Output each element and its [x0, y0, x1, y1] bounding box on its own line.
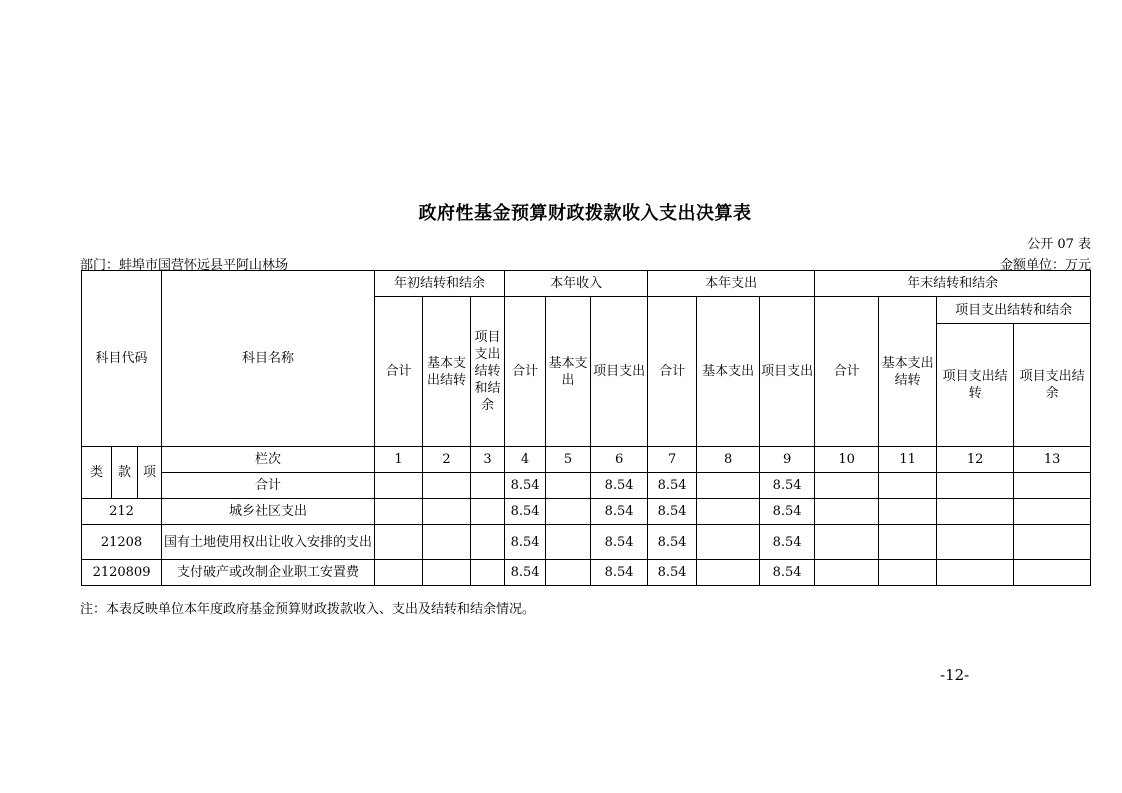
- header-c5: 基本支出: [546, 297, 591, 447]
- row-code: 21208: [82, 525, 162, 560]
- table-cell: 8.54: [648, 560, 697, 586]
- header-group-income: 本年收入: [505, 271, 648, 297]
- table-cell: [471, 525, 505, 560]
- header-c6: 项目支出: [591, 297, 648, 447]
- col-num: 9: [760, 447, 815, 473]
- table-cell: 8.54: [505, 560, 546, 586]
- table-cell: 8.54: [760, 499, 815, 525]
- table-cell: 8.54: [505, 473, 546, 499]
- table-cell: [471, 473, 505, 499]
- header-c2: 基本支出结转: [423, 297, 471, 447]
- table-cell: [879, 560, 937, 586]
- header-code: 科目代码: [82, 271, 162, 447]
- table-cell: [815, 525, 879, 560]
- table-cell: [546, 473, 591, 499]
- header-group-end-project: 项目支出结转和结余: [937, 297, 1091, 324]
- col-num: 11: [879, 447, 937, 473]
- department-label: 部门：蚌埠市国营怀远县平阿山林场: [80, 258, 289, 273]
- table-cell: [375, 560, 423, 586]
- header-lanci: 栏次: [162, 447, 375, 473]
- header-group-end: 年末结转和结余: [815, 271, 1091, 297]
- table-cell: [546, 560, 591, 586]
- budget-table: [81, 270, 1091, 586]
- header-c3: 项目支出结转和结余: [471, 297, 505, 447]
- row-code: 2120809: [82, 560, 162, 586]
- table-cell: [937, 560, 1014, 586]
- header-row-1: [82, 271, 1091, 297]
- header-group-expense: 本年支出: [648, 271, 815, 297]
- header-c10: 合计: [815, 297, 879, 447]
- footnote: 注：本表反映单位本年度政府基金预算财政拨款收入、支出及结转和结余情况。: [80, 602, 536, 617]
- table-cell: 8.54: [648, 499, 697, 525]
- header-c9: 项目支出: [760, 297, 815, 447]
- table-cell: 8.54: [591, 473, 648, 499]
- table-cell: 8.54: [505, 525, 546, 560]
- col-num: 12: [937, 447, 1014, 473]
- header-kuan: 款: [112, 447, 138, 499]
- column-number-row: [82, 447, 1091, 473]
- table-row: [82, 560, 1091, 586]
- table-cell: [879, 525, 937, 560]
- header-c11: 基本支出结转: [879, 297, 937, 447]
- col-num: 8: [697, 447, 760, 473]
- header-name: 科目名称: [162, 271, 375, 447]
- table-cell: [546, 525, 591, 560]
- table-cell: [937, 473, 1014, 499]
- table-cell: [423, 525, 471, 560]
- table-cell: [697, 560, 760, 586]
- table-cell: [1014, 560, 1091, 586]
- table-cell: 8.54: [591, 525, 648, 560]
- col-num: 1: [375, 447, 423, 473]
- table-cell: [937, 499, 1014, 525]
- table-cell: [697, 473, 760, 499]
- table-cell: [937, 525, 1014, 560]
- table-cell: 8.54: [760, 525, 815, 560]
- table-cell: 8.54: [648, 473, 697, 499]
- col-num: 5: [546, 447, 591, 473]
- table-cell: [423, 499, 471, 525]
- header-c12: 项目支出结转: [937, 324, 1014, 447]
- table-cell: [546, 499, 591, 525]
- header-c7: 合计: [648, 297, 697, 447]
- col-num: 2: [423, 447, 471, 473]
- table-row: [82, 525, 1091, 560]
- col-num: 7: [648, 447, 697, 473]
- table-cell: 8.54: [505, 499, 546, 525]
- table-cell: [697, 525, 760, 560]
- col-num: 10: [815, 447, 879, 473]
- table-cell: [423, 473, 471, 499]
- header-xiang: 项: [138, 447, 162, 499]
- table-cell: [375, 473, 423, 499]
- col-num: 13: [1014, 447, 1091, 473]
- table-cell: [471, 499, 505, 525]
- table-cell: [879, 499, 937, 525]
- table-cell: [375, 525, 423, 560]
- table-cell: [697, 499, 760, 525]
- table-cell: 8.54: [591, 560, 648, 586]
- form-number: 公开 07 表: [1027, 237, 1091, 252]
- table-cell: 8.54: [760, 473, 815, 499]
- page-number: -12-: [940, 666, 970, 684]
- table-cell: [375, 499, 423, 525]
- page-title: 政府性基金预算财政拨款收入支出决算表: [418, 203, 752, 224]
- row-name: 支付破产或改制企业职工安置费: [162, 560, 375, 586]
- table-cell: [815, 499, 879, 525]
- table-cell: [879, 473, 937, 499]
- table-cell: [1014, 473, 1091, 499]
- table-cell: [815, 560, 879, 586]
- table-cell: 8.54: [591, 499, 648, 525]
- col-num: 6: [591, 447, 648, 473]
- row-name: 城乡社区支出: [162, 499, 375, 525]
- row-code: 212: [82, 499, 162, 525]
- table-cell: [423, 560, 471, 586]
- col-num: 4: [505, 447, 546, 473]
- total-label: 合计: [162, 473, 375, 499]
- header-c8: 基本支出: [697, 297, 760, 447]
- table-row: [82, 499, 1091, 525]
- header-group-begin: 年初结转和结余: [375, 271, 505, 297]
- table-cell: [471, 560, 505, 586]
- header-c1: 合计: [375, 297, 423, 447]
- table-cell: [1014, 525, 1091, 560]
- table-cell: 8.54: [648, 525, 697, 560]
- table-cell: [815, 473, 879, 499]
- col-num: 3: [471, 447, 505, 473]
- header-c13: 项目支出结余: [1014, 324, 1091, 447]
- unit-label: 金额单位：万元: [999, 258, 1091, 273]
- total-row: [82, 473, 1091, 499]
- table-cell: 8.54: [760, 560, 815, 586]
- header-c4: 合计: [505, 297, 546, 447]
- header-lei: 类: [82, 447, 112, 499]
- row-name: 国有土地使用权出让收入安排的支出: [162, 525, 375, 560]
- table-cell: [1014, 499, 1091, 525]
